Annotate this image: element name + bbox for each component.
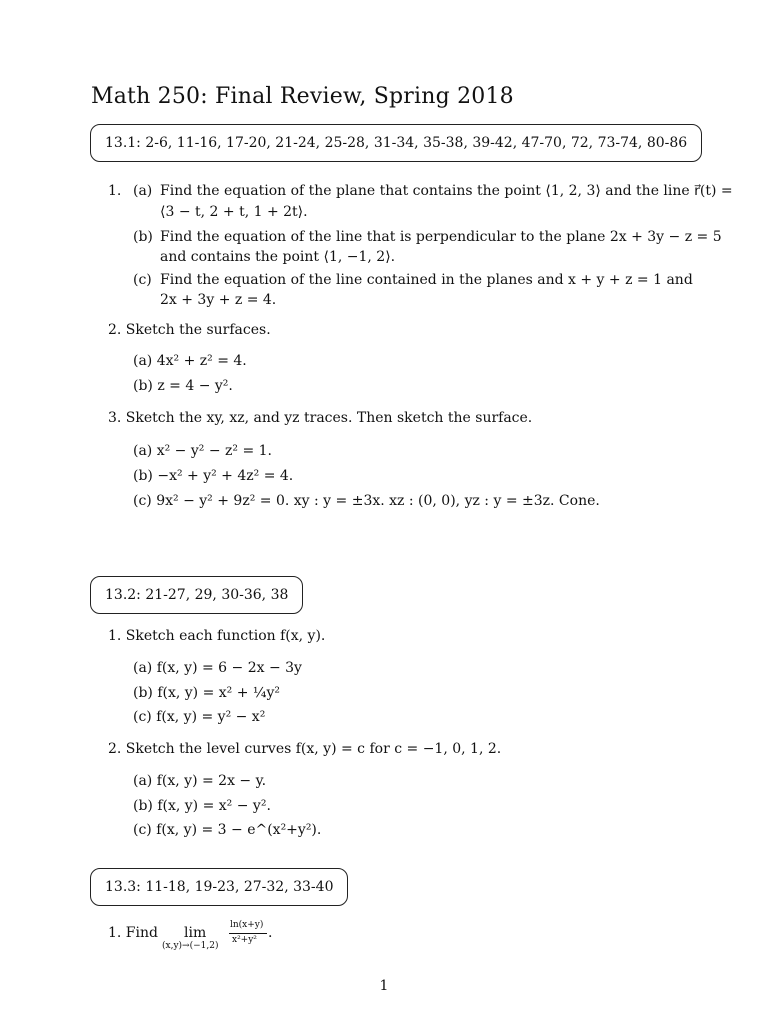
s3-q1-prefix: 1. Find — [108, 925, 158, 941]
q1-number: 1. — [108, 183, 122, 199]
section-header-13-3: 13.3: 11-18, 19-23, 27-32, 33-40 — [90, 868, 348, 906]
s3-q1-frac-num: ln(x+y) — [230, 920, 264, 930]
s2-q2c: (c) f(x, y) = 3 − e^(x²+y²). — [133, 822, 322, 838]
s2-q1c: (c) f(x, y) = y² − x² — [133, 709, 266, 725]
s3-q1-frac-bar — [229, 933, 267, 934]
s2-q1b: (b) f(x, y) = x² + ¼y² — [133, 685, 281, 701]
q1a-line2: ⟨3 − t, 2 + t, 1 + 2t⟩. — [160, 204, 308, 220]
q3a: (a) x² − y² − z² = 1. — [133, 443, 272, 459]
s3-q1-lim-sub: (x,y)→(−1,2) — [162, 941, 219, 951]
q3-text: 3. Sketch the xy, xz, and yz traces. Then sketch the surface. — [108, 410, 533, 426]
q1a-line1: Find the equation of the plane that contains the point ⟨1, 2, 3⟩ and the line r⃗(t) = — [160, 183, 733, 199]
page-title: Math 250: Final Review, Spring 2018 — [91, 84, 514, 109]
s3-q1-suffix: . — [268, 925, 273, 941]
q3b: (b) −x² + y² + 4z² = 4. — [133, 468, 294, 484]
q1c-line1: Find the equation of the line contained in the planes and x + y + z = 1 and — [160, 272, 693, 288]
q1a-label: (a) — [133, 183, 153, 199]
section-header-13-2: 13.2: 21-27, 29, 30-36, 38 — [90, 576, 303, 614]
q2b: (b) z = 4 − y². — [133, 378, 233, 394]
q1b-line1: Find the equation of the line that is perpendicular to the plane 2x + 3y − z = 5 — [160, 229, 722, 245]
s3-q1-lim: lim — [184, 925, 207, 941]
s2-q1-text: 1. Sketch each function f(x, y). — [108, 628, 326, 644]
q2a: (a) 4x² + z² = 4. — [133, 353, 247, 369]
q1c-line2: 2x + 3y + z = 4. — [160, 292, 277, 308]
s3-q1-frac-den: x²+y² — [232, 935, 257, 945]
page-number: 1 — [379, 978, 389, 994]
q3c: (c) 9x² − y² + 9z² = 0. xy : y = ±3x. xz : (0, 0), yz : y = ±3z. Cone. — [133, 493, 600, 509]
s2-q1a: (a) f(x, y) = 6 − 2x − 3y — [133, 660, 302, 676]
section-header-13-1: 13.1: 2-6, 11-16, 17-20, 21-24, 25-28, 31-34, 35-38, 39-42, 47-70, 72, 73-74, 80-86 — [90, 124, 702, 162]
q1b-line2: and contains the point ⟨1, −1, 2⟩. — [160, 249, 396, 265]
q1b-label: (b) — [133, 229, 153, 245]
q1c-label: (c) — [133, 272, 152, 288]
q2-text: 2. Sketch the surfaces. — [108, 322, 271, 338]
s2-q2b: (b) f(x, y) = x² − y². — [133, 798, 271, 814]
s2-q2a: (a) f(x, y) = 2x − y. — [133, 773, 267, 789]
s2-q2-text: 2. Sketch the level curves f(x, y) = c for c = −1, 0, 1, 2. — [108, 741, 502, 757]
